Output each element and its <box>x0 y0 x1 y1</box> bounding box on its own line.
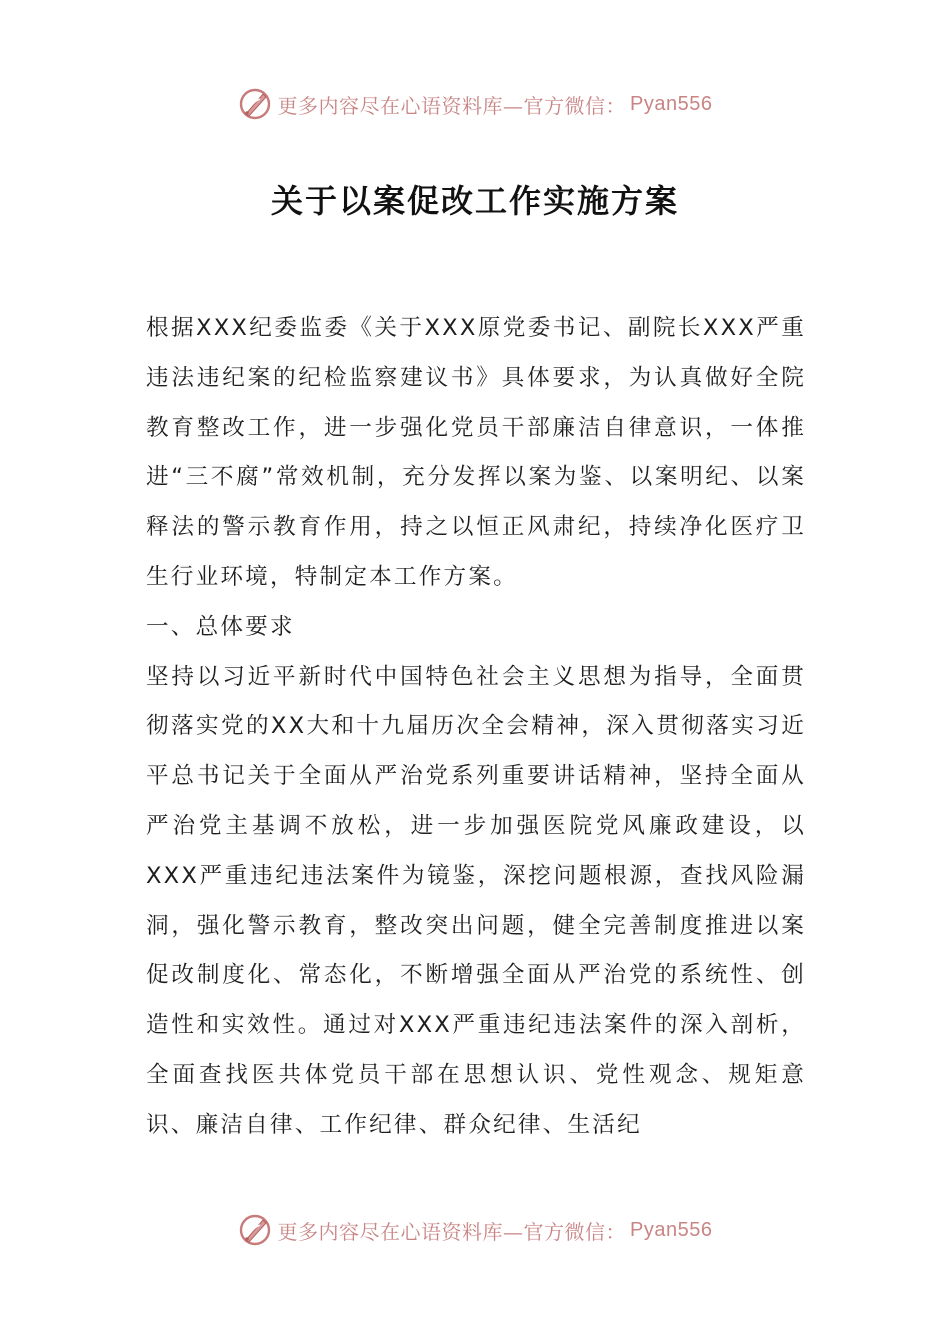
quill-pen-logo-icon <box>238 1213 272 1247</box>
section-heading: 一、总体要求 <box>146 613 295 640</box>
watermark-text: 更多内容尽在心语资料库—官方微信： <box>277 93 627 118</box>
document-title: 关于以案促改工作实施方案 <box>270 182 679 220</box>
watermark-wechat-id: Pyan556 <box>630 92 713 115</box>
section-paragraph: 坚持以习近平新时代中国特色社会主义思想为指导，全面贯彻落实党的XX大和十九届历次全会精神，深入贯彻落实习近平总书记关于全面从严治党系列重要讲话精神，坚持全面从严治党主基调不放松，进一步加强医院党风廉政建设，以XXX严重违纪违法案件为镜鉴，深挖问题根源，查找风险漏洞，强化警示教育，整改突出问题，健全完善制度推进以案促改制度化、常态化，不断增强全面从严治党的系统性、创造性和实效性。通过对XXX严重违纪违法案件的深入剖析，全面查找医共体党员干部在思想认识、党性观念、规矩意识、廉洁自律、工作纪律、群众纪律、生活纪 <box>146 663 806 1138</box>
document-body <box>146 304 806 1151</box>
watermark-text: 更多内容尽在心语资料库—官方微信： <box>277 1219 627 1244</box>
footer-watermark <box>0 1212 950 1248</box>
watermark-wechat-id: Pyan556 <box>630 1218 713 1241</box>
quill-pen-logo-icon <box>238 87 272 121</box>
header-watermark <box>0 86 950 122</box>
intro-paragraph: 根据XXX纪委监委《关于XXX原党委书记、副院长XXX严重违法违纪案的纪检监察建议书》具体要求，为认真做好全院教育整改工作，进一步强化党员干部廉洁自律意识，一体推进“三不腐”常效机制，充分发挥以案为鉴、以案明纪、以案释法的警示教育作用，持之以恒正风肃纪，持续净化医疗卫生行业环境，特制定本工作方案。 <box>146 315 806 590</box>
